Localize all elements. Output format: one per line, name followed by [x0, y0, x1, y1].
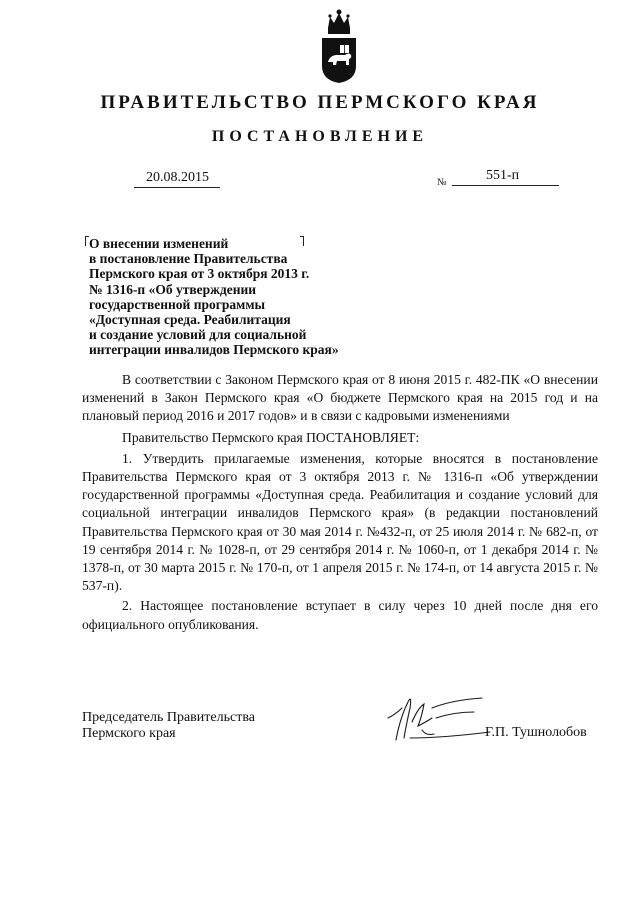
document-body	[82, 371, 598, 634]
decree-paragraph: Правительство Пермского края ПОСТАНОВЛЯЕТ:	[122, 429, 420, 445]
subject-line: № 1316-п «Об утверждении	[89, 281, 257, 297]
subject-line: государственной программы	[89, 296, 266, 312]
signer-name: Г.П. Тушнолобов	[485, 725, 587, 740]
date-underline	[134, 187, 220, 188]
government-name: ПРАВИТЕЛЬСТВО ПЕРМСКОГО КРАЯ	[100, 92, 540, 113]
subject-line: О внесении изменений	[89, 236, 229, 251]
signer-position-line: Пермского края	[82, 726, 176, 741]
document-type: ПОСТАНОВЛЕНИЕ	[211, 128, 429, 145]
subject-line: и создание условий для социальной	[89, 327, 307, 343]
number-underline	[452, 185, 559, 186]
number-sign: №	[437, 177, 447, 188]
preamble-paragraph: В соответствии с Законом Пермского края от 8 июня 2015 г. 482-ПК «О внесении изменений в Закон Пермского края «О бюджете Пермского края на 2015 год и на плановый период 2016 и 2017 годов» и в связи с кадровыми изменениями	[82, 372, 598, 424]
perm-krai-coat-of-arms-icon	[318, 8, 360, 84]
document-date: 20.08.2015	[146, 170, 209, 185]
signer-position	[82, 710, 255, 742]
subject-line: Пермского края от 3 октября 2013 г.	[89, 266, 310, 282]
document-subject	[89, 236, 389, 358]
signer-position-line: Председатель Правительства	[82, 710, 255, 725]
item-1-paragraph: 1. Утвердить прилагаемые изменения, которые вносятся в постановление Правительства Пермского края от 3 октября 2013 г. № 1316-п «Об утверждении государственной программы «Доступная среда. Реабилитация и создание условий для социальной интеграции инвалидов Пермского края» (в редакции постановлений Правительства Пермского края от 30 мая 2014 г. №432-п, от 25 июля 2014 г. № 682-п, от 19 сентября 2014 г. № 1028-п, от 29 сентября 2014 г. № 1060-п, от 1 декабря 2014 г. № 1378-п, от 30 марта 2015 г. № 170-п, от 1 апреля 2015 г. № 174-п, от 14 августа 2015 г. № 537-п).	[82, 450, 598, 594]
document-number: 551-п	[486, 168, 520, 183]
handwritten-signature	[382, 678, 492, 746]
subject-line: в постановление Правительства	[89, 251, 288, 267]
subject-line: «Доступная среда. Реабилитация	[89, 312, 291, 328]
subject-line: интеграции инвалидов Пермского края»	[89, 342, 339, 358]
item-2-paragraph: 2. Настоящее постановление вступает в силу через 10 дней после дня его официального опубликования.	[82, 598, 598, 632]
